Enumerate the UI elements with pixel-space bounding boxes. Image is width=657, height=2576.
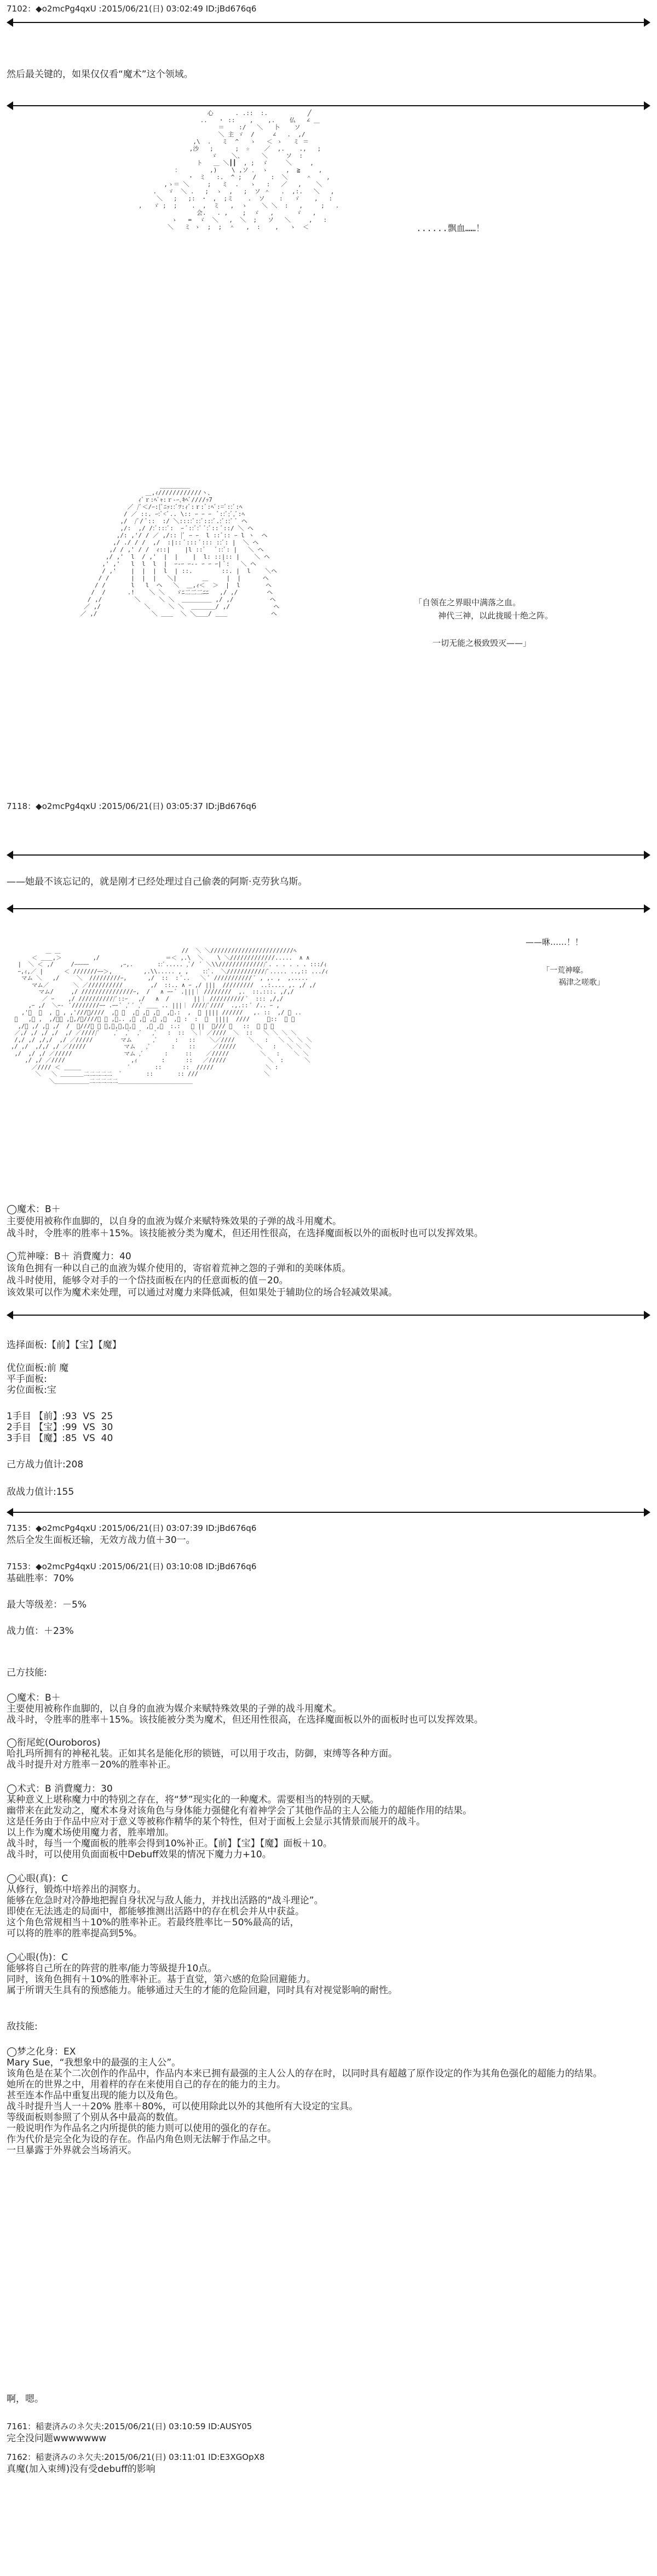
skill-desc: 战斗时，令胜率的胜率＋15%。该技能被分类为魔术，但还用性很高，在选择魔面板以外的面板时也可以发挥效果。 — [7, 1714, 483, 1725]
triangle-left-icon — [7, 1508, 13, 1517]
triangle-left-icon — [7, 18, 13, 27]
skill-desc: 幽带来在此发动之，魔术本身对该角色与身体能力强健化有着神学会了其他作品的主人公能力的超能作用的结果。 — [7, 1805, 472, 1816]
enemy-skill-desc: 甚至连本作品中重复出现的能力以及角色。 — [7, 2090, 183, 2101]
disadv-panel — [7, 1385, 56, 1396]
disadv-value: 宝 — [47, 1385, 56, 1396]
round-panel: 【魔】 — [34, 1433, 62, 1444]
enemy-skill-desc: 等级面板则参照了个别从各中最高的数值。 — [7, 2112, 183, 2123]
post-header-7135: 7135：◆o2mcPg4qxU :2015/06/21(日) 03:07:39 ID:jBd676q6 — [7, 1523, 257, 1533]
aa-caption-line: 一切无能之极致毁灭——」 — [433, 638, 532, 648]
round-label: 1手目 — [7, 1411, 31, 1422]
triangle-right-icon — [644, 1311, 650, 1319]
round-label: 2手目 — [7, 1422, 31, 1433]
post-header-7162: 7162：稲妻済みのネ欠夫:2015/06/21(日) 03:11:01 ID:E3XGOpX8 — [7, 2452, 265, 2462]
skill-desc: 战斗时提升对方胜率－20%的胜率补正。 — [7, 1759, 176, 1770]
aa-caption-line: 祸津之嗟歌」 — [558, 978, 604, 987]
enemy-skill-desc: 她所在的世界之中，用着样的存在来使用自己的存在的能力的主力。 — [7, 2079, 286, 2090]
triangle-left-icon — [7, 904, 13, 913]
divider — [8, 22, 649, 23]
skill-title: ◯魔术：B＋ — [7, 1693, 61, 1703]
skill-desc: 能够将自己所在的阵营的胜率/能力等級提升10点。 — [7, 1963, 217, 1974]
round-panel: 【前】 — [34, 1411, 62, 1422]
skill-desc: 战斗时，令胜率的胜率＋15%。该技能被分类为魔术，但还用性很高，在选择魔面板以外的面板时也可以发挥效果。 — [7, 1228, 483, 1239]
skill-title: ◯荒神嚎：B＋ 消費魔力：40 — [7, 1251, 131, 1262]
aa-caption-line: 「一荒神嚎。 — [542, 966, 588, 975]
skill-desc: 同时，该角色拥有＋10%的胜率补正。基于直觉，第六感的危险回避能力。 — [7, 1974, 316, 1985]
select-panel: 选择面板:【前】【宝】【魔】 — [7, 1340, 122, 1351]
aa-caption-line: 神代三神，以此拢暖十绝之阵。 — [438, 611, 554, 621]
skill-desc: 战斗时，每当一个魔面板的胜率会得到10%补正。【前】【宝】【魔】面板＋10。 — [7, 1838, 332, 1849]
ascii-art-figure: ＿＿＿＿＿ ＿,ｨ////////////ヽ、 ｨﾞｒ:ﾍﾞｬ:ｒ‐ｰ､ｷﾍﾞ////ｯ7 ／ /ﾞ＜/ｰ:{ﾞﾆｯ::ﾞﾂ:ｨﾞ:ｒ:ﾞ:ﾍﾞ:=ﾞ::ﾞ:ﾍ / ／ ::. ｰ:ﾞ<ﾞ.. \:: ｰ ｰ ｰ ﾞ::ﾞ;ﾞ,ﾞ:ﾍ ,/ /ﾞ/ ﾞ:: :/ ＼::::ﾞ::ﾞ:::ﾞ.:ﾞ::ﾞ ﾞ ヘ ,/: ,/ /:ﾞ:::ﾞ: ｰ ﾞ::ﾞ:ﾞ ﾞ:ﾞ:: ﾞ::/ ＼ ヘ ,/: ,'/ / ／ ,/:: |ﾞ ｰ ｰ l ::ﾞ:: ｰ l ヽ ヘ ,/ ./ / / ,/ :|:: ﾞ::: ﾞ::: ::ﾞ: | ＼ ヘ ,/ / ,' / / ｨ::| |l ::ﾞ ﾞ::ﾞ: | ＼ ヘ ,/ ,' l / ,' | | | l: ::|:: | ＼ ヘ ,' ,' l l l | ｰ‐ｰ ｰ‐‐ ｰ ｰ ｰ| ﾞ: ＼ ヘ / ,' | | | l | ::. ::. | l ＼ヘ / / | | | ＼| ＿ | | ヘ / / l l ヘ ＼ ＿,ｨ＜ ＞ | l ヘ / / .! ＼ ＼ ゞﾆ二二二ﾆﾆ ,/ ,/ ヘ / ,/ ＼ ＼ ＼ ＿＿＿＿＿ ,/ ,/ ヘ ／ ,/ ＼ ＼ ＼ ＿＿＿＿/ ,/ ヘ ／ ,/ ＼ ＿＿ ＼ ＼＿＿/ ＿＿ ヘ — [80, 482, 280, 617]
level-diff: 最大等级差：－5% — [7, 1599, 87, 1610]
enemy-total: 敌战力值计:155 — [7, 1487, 74, 1498]
base-rate: 基础胜率：70% — [7, 1573, 74, 1584]
skill-desc: 该角色拥有一种以自己的血液为媒介使用的，寄宿着荒神之怨的子弹和的美咪体质。 — [7, 1263, 351, 1274]
round-label: 3手目 — [7, 1433, 31, 1444]
triangle-right-icon — [644, 904, 650, 913]
divider — [8, 105, 649, 106]
divider — [8, 854, 649, 856]
enemy-skills-heading: 敌技能: — [7, 2021, 38, 2032]
power-value: 战力值：＋23% — [7, 1626, 74, 1637]
aa-caption-line: 「自领在之界眼中满落之血。 — [414, 598, 521, 607]
skill-desc: 该效果可以作为魔术来处理，可以通过对魔力来降低减，但如果处于辅助位的场合轻减效果减。 — [7, 1287, 397, 1298]
round-own-value: 85 — [65, 1433, 77, 1444]
triangle-right-icon — [644, 101, 650, 110]
skill-title: ◯衔尾蛇(Ouroboros) — [7, 1737, 101, 1748]
skill-desc: 某种意义上堪称魔力中的特别之存在，将“梦”现实化的一种魔术。需要相当的特别的天赋。 — [7, 1794, 379, 1805]
round-row: 2手目 【宝】:99 VS 30 — [7, 1422, 113, 1433]
post-text-line: 然后全发生面板还输，无效方战力值＋30一。 — [7, 1535, 195, 1546]
skill-desc: 战斗时使用，能够令对手的一个岱技面板在内的任意面板的值－20。 — [7, 1275, 289, 1286]
enemy-skill-desc: Mary Sue，“我想象中的最强的主人公”。 — [7, 2057, 181, 2068]
triangle-right-icon — [644, 851, 650, 859]
enemy-skill-desc: 一般说明作为作品名之内所提供的能力则可以使用的强化的存在。 — [7, 2123, 276, 2134]
skill-desc: 即使在无法逃走的局面中，都能够推测出活路中的存在机会并从中获益。 — [7, 1906, 304, 1917]
skill-title: ◯心眼(真)：C — [7, 1873, 68, 1884]
enemy-skill-title: ◯梦之化身：EX — [7, 2046, 76, 2057]
triangle-left-icon — [7, 851, 13, 859]
skill-desc: 这个角色常规相当＋10%的胜率补正。若最终胜率比－50%最高的话， — [7, 1917, 299, 1928]
own-skills-heading: 己方技能: — [7, 1667, 47, 1678]
round-own-value: 99 — [65, 1422, 77, 1433]
post-text-line: 完全没问题wwwwwww — [7, 2433, 107, 2444]
post-header-7153: 7153：◆o2mcPg4qxU :2015/06/21(日) 03:10:08 ID:jBd676q6 — [7, 1562, 257, 1571]
priority-label: 优位面板: — [7, 1363, 47, 1374]
triangle-left-icon — [7, 101, 13, 110]
round-vs: VS — [83, 1433, 95, 1444]
skill-desc: 从修行，锻炼中培养出的洞察力。 — [7, 1884, 146, 1895]
enemy-skill-desc: 一旦暴露于外界就会当场消灭。 — [7, 2145, 137, 2156]
ending-text: 啊，嗯。 — [7, 2394, 44, 2405]
round-vs: VS — [83, 1411, 95, 1422]
post-intro-text: 然后最关键的，如果仅仅看“魔术”这个领域。 — [7, 69, 193, 80]
skill-desc: 主要使用被称作血脚的，以自身的血液为媒介来赋特殊效果的子弹的战斗用魔术。 — [7, 1703, 342, 1714]
ascii-art-caption: ......飘血……！ — [416, 223, 485, 233]
round-row: 1手目 【前】:93 VS 25 — [7, 1411, 113, 1422]
skill-desc: 这是任务由于作品中应对于意义等被称作精华的某个特性，但对于面板上会显示其情景而展开的战斗。 — [7, 1816, 425, 1827]
skill-desc: 可以将的胜率的胜率提高到5%。 — [7, 1928, 142, 1939]
priority-panel — [7, 1363, 68, 1374]
enemy-skill-desc: 该角色是在某个二次创作的作品中，作品内本来已拥有最强的主人公人的存在时，以同时具有超越了原作设定的作为其角色强化的超能力的结果。 — [7, 2068, 602, 2079]
round-enemy-value: 40 — [101, 1433, 113, 1444]
skill-desc: 哈扎玛所拥有的神秘礼装。正如其名是能化形的锁链，可以用于攻击，防御，束缚等各种方面。 — [7, 1748, 397, 1759]
round-panel: 【宝】 — [34, 1422, 62, 1433]
post-text-line: ——她最不该忘记的，就是刚才已经处理过自己偷袭的阿斯·克劳狄乌斯。 — [7, 876, 308, 887]
ascii-art-battle: ＿ ＿ // ＼ ＼////////////////////////ﾍ ＜ ＿＿,＞ ,/ ＝＜ ,.\ ＼ \ ＼/////////////..... ∧ ∧ | ＼ ＜ ,/ /ｰｰｰｰｰ ,ｰ,. ::ﾞ..... ,ﾞ/ ﾞ ＼\\//////////////ﾞ. . . . . . :::/ｨ ｰ,ｨ,／ | ＜ ///////ｰｰ＞, ,.\\..... , , ::ﾞ. ＼////////////ﾞ..... ..,:: .../ｨ マム ＼ ,/ ＼ /////////ｰ, ,/ :: : ﾞ.. ＼ ﾞ /////////// ﾞ , ,. , ,..... マム／ ＼ ／////////// ,/ ::.. ∧ ｰ ,/ ||| ///////// ..:.... ,. ,/ ,/ マム/ ,/ ///////////////ｰ, / ∧ ｰｰ ﾞ .|||｜ //////// ,. ::.:::. ,/,/ ／ ｰ ,/ ///////////ﾞ::ｰ ,/ ∧ / ||｜ ////////// ﾞ ::: ,/,/ ,ｰ ,/ ＼ｰ‐ ﾞ////////ｰｰ .ｰｰ ﾞ ,ﾞ ﾞ ,ﾞ ＿＿ .. |||｜ /////ﾞ//// .,.:: ﾞ /.. ｰ , ,'ﾞ ＼ , ｰ , ,'///ﾞ//// ,ﾞ ﾞ ,ﾞ ,ﾞ ,ﾞ ,ﾞ.: , ＼ |||| ////// ,. :: ,/ ﾞ .. ﾞ ,ｰ , ,/ｰｰ ,ﾞ,/ﾞ////ｰ ｰ ,ﾞ.. ,ﾞ ,ﾞ ,ﾞ ,ﾞ ,ﾞ : : ＼ |||| //// ﾞ:: ＼ ＼ ,/ﾞ ,/ ,ﾞ ,/ / ／///ﾞ ＼ ＼,ﾞ,ﾞ,ﾞ,ﾞ ,ﾞ ,ﾞ :.: ＼ || ／/// ＼ :: ＼ ＼ ＼ ／,/ ,/ ,/ ,/ ,/ ／/////ﾞ ,ﾞ ,ﾞ ,ﾞ ,ﾞ : :: ＼｜ ／//// ＼ :: ＼ ＼ ＼ ＼ /,/ ,/ ,/,/ ,/ ／///// マム ,ﾞ : :: ＼／//// ＼ : ＼ ＼ ＼ ＼ ,/ ,/ ,/,/ ,/ ／///// マム ,ﾞ : :: ／///// ＼ : ＼ ＼ ＼ ,/ ,/ ,/ ／///// マム ,ﾞ : :: ／///// ＼ : ＼ ＼ ,/ ,/ ／//// ,ｨ : :: ／///// ＼ : ＼ ／//// ＜ ＿＿＿ ﾞ :: :: ///// ＼ : ＼ ＼ ＿＿＿＿二二二二二 ﾞ :: :: /// ＼ ＼＿＿＿＿＿＿二二二二二＿＿＿＿＿＿＿＿＿＿＿＿＿ — [11, 948, 328, 1085]
skill-title: ◯术式：B 消費魔力：30 — [7, 1783, 113, 1794]
post-header-7102: 7102：◆o2mcPg4qxU :2015/06/21(日) 03:02:49 ID:jBd676q6 — [7, 4, 257, 14]
triangle-right-icon — [644, 18, 650, 27]
triangle-left-icon — [7, 1311, 13, 1319]
disadv-label: 劣位面板: — [7, 1385, 47, 1396]
divider — [8, 1315, 649, 1316]
equal-panel: 平手面板: — [7, 1374, 47, 1385]
round-vs: VS — [83, 1422, 95, 1433]
priority-value: 前 魔 — [47, 1363, 69, 1374]
skill-desc: 以上作为魔术场使用魔力者，胜率增加。 — [7, 1827, 174, 1838]
own-total: 己方战力值计:208 — [7, 1459, 84, 1470]
round-enemy-value: 30 — [101, 1422, 113, 1433]
enemy-skill-desc: 战斗时提升当人一＋20% 胜率＋80%，可以使用除此以外的其他所有大设定的宝具。 — [7, 2101, 358, 2112]
divider — [8, 908, 649, 909]
post-header-7161: 7161：稲妻済みのネ欠夫:2015/06/21(日) 03:10:59 ID:AUSY05 — [7, 2422, 252, 2431]
post-header-7118: 7118：◆o2mcPg4qxU :2015/06/21(日) 03:05:37 ID:jBd676q6 — [7, 801, 257, 811]
divider — [8, 1512, 649, 1513]
round-own-value: 93 — [65, 1411, 77, 1422]
triangle-right-icon — [644, 1508, 650, 1517]
skill-title: ◯魔术：B＋ — [7, 1204, 61, 1215]
skill-desc: 能够在危急时对冷静地把握自身状况与敌人能力，并找出活路的“战斗理论”。 — [7, 1895, 324, 1906]
post-text-line: 真魔(加入束缚)没有受debuff的影响 — [7, 2464, 155, 2475]
ascii-art-scene-1: 心 . .:: :. ╱ .. ・ :: , ,. 仏 ∠ ＿ ＝ :/ ＼ 卜 ソ ＼ 主 ゞ / ∠ . ,/ ,\ . ミ ^ ゝ ＜ ゝ ミ ＝ ,沙 ; ; ☆ ／ ,. ., ; ゞ ＼、 ＼ ソ : ト ＿ ＼┃┃ , ; ゞ ＼ , ： ,) \ ,ソ ． ゝ , ≧ , ･ ミ :. ^ ; / : ＼ ＾ , ,ゝ＝ ＼ ; ミ . ゝ : ／ , ＼ . ゞ ＼ . ; ゝ , ; ソ ＾ . ,:. ＼ , ＼ ; ;: ･ , ;ミ . ソ : ゞ , : , ゞ ; ; . , ミ , ゝ ＼ ＼ : , ; . 会. . , ; ゞ , ゞ , ゝ = ゞ ＼ , ＼ ; ソ ＼ , : ＼ ミ ゝ ; ; ＾ , : , ゝ ＜ — [138, 110, 339, 231]
skill-desc: 属于所谓天生具有的预感能力。能够通过天生的才能的危险回避，同时具有对视觉影响的耐性。 — [7, 1985, 397, 1996]
skill-desc: 主要使用被称作血脚的，以自身的血液为媒介来赋特殊效果的子弹的战斗用魔术。 — [7, 1216, 342, 1227]
round-enemy-value: 25 — [101, 1411, 113, 1422]
skill-desc: 战斗时，可以使用负面面板中Debuff效果的情况下魔力力+10。 — [7, 1849, 272, 1860]
skill-title: ◯心眼(伪)：C — [7, 1952, 68, 1963]
round-row: 3手目 【魔】:85 VS 40 — [7, 1433, 113, 1444]
aa-caption-line: ——咻……！！ — [526, 937, 584, 947]
enemy-skill-desc: 作为代价是完全化为设的存在。作品内角色则无法解于作品之中。 — [7, 2134, 276, 2145]
